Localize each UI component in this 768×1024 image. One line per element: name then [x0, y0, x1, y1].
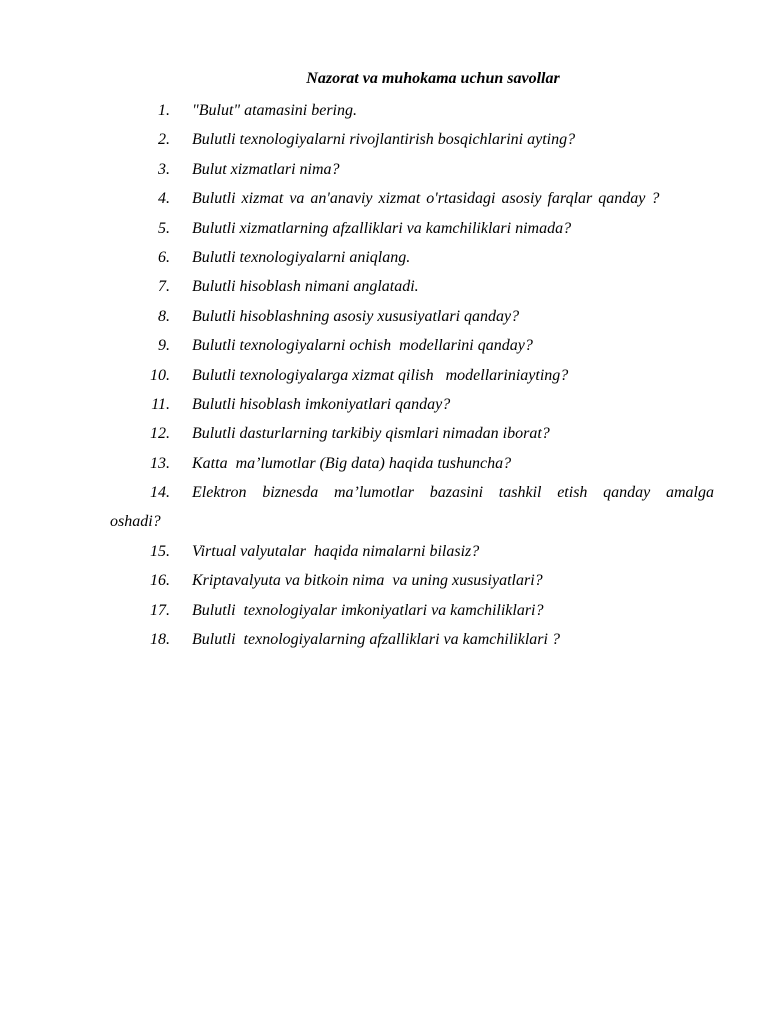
item-text: Bulutli xizmatlarning afzalliklari va kamchiliklari nimada?	[192, 219, 572, 237]
list-item	[110, 449, 714, 478]
question-list	[110, 96, 714, 654]
list-item	[110, 478, 714, 537]
item-number: 16.	[150, 572, 170, 590]
list-item	[110, 537, 714, 566]
list-item	[110, 214, 714, 243]
item-number: 17.	[150, 601, 170, 619]
item-number: 13.	[150, 454, 170, 472]
item-text: Bulutli texnologiyalar imkoniyatlari va kamchiliklari?	[192, 601, 544, 619]
item-text: Katta ma’lumotlar (Big data) haqida tushuncha?	[192, 454, 512, 472]
item-text-line-1: Elektron biznesda ma’lumotlar bazasini tashkil etish qanday amalga	[192, 484, 714, 502]
list-item	[110, 243, 714, 272]
item-text: Bulutli texnologiyalarni aniqlang.	[192, 248, 411, 266]
item-number: 12.	[150, 425, 170, 443]
item-number: 18.	[150, 631, 170, 649]
list-item	[110, 302, 714, 331]
list-item	[110, 96, 714, 125]
list-item	[110, 184, 714, 213]
page-title: Nazorat va muhokama uchun savollar	[306, 70, 560, 87]
list-item	[110, 419, 714, 448]
item-text: Bulutli texnologiyalarni ochish modellarini qanday?	[192, 337, 533, 355]
item-number: 3.	[158, 160, 170, 178]
item-text: Virtual valyutalar haqida nimalarni bilasiz?	[192, 542, 480, 560]
item-text-line-2: oshadi?	[110, 513, 161, 531]
item-number: 14.	[150, 484, 170, 502]
item-text: Bulutli hisoblash nimani anglatadi.	[192, 278, 419, 296]
list-item	[110, 125, 714, 154]
item-number: 5.	[158, 219, 170, 237]
item-number: 1.	[158, 102, 170, 119]
list-item	[110, 361, 714, 390]
list-item	[110, 331, 714, 360]
item-number: 9.	[158, 337, 170, 355]
item-number: 7.	[158, 278, 170, 296]
item-text: Bulutli dasturlarning tarkibiy qismlari nimadan iborat?	[192, 425, 550, 443]
item-text: Kriptavalyuta va bitkoin nima va uning xususiyatlari?	[192, 572, 543, 590]
item-number: 10.	[150, 366, 170, 384]
item-number: 15.	[150, 542, 170, 560]
item-text: Bulut xizmatlari nima?	[192, 160, 340, 178]
item-number: 2.	[158, 131, 170, 149]
item-number: 8.	[158, 307, 170, 325]
item-number: 6.	[158, 248, 170, 266]
item-text: Bulutli xizmat va an'anaviy xizmat o'rtasidagi asosiy farqlar qanday ?	[192, 190, 660, 208]
list-item	[110, 625, 714, 654]
item-text: Bulutli texnologiyalarning afzalliklari va kamchiliklari ?	[192, 631, 560, 649]
list-item	[110, 596, 714, 625]
item-text: "Bulut" atamasini bering.	[192, 102, 357, 119]
item-text: Bulutli hisoblash imkoniyatlari qanday?	[192, 395, 451, 413]
item-text: Bulutli texnologiyalarga xizmat qilish modellariniayting?	[192, 366, 569, 384]
item-number: 4.	[158, 190, 170, 208]
list-item	[110, 155, 714, 184]
list-item	[110, 390, 714, 419]
item-text: Bulutli hisoblashning asosiy xususiyatlari qanday?	[192, 307, 520, 325]
list-item	[110, 272, 714, 301]
item-text: Bulutli texnologiyalarni rivojlantirish bosqichlarini ayting?	[192, 131, 576, 149]
list-item	[110, 566, 714, 595]
item-number: 11.	[151, 395, 170, 413]
